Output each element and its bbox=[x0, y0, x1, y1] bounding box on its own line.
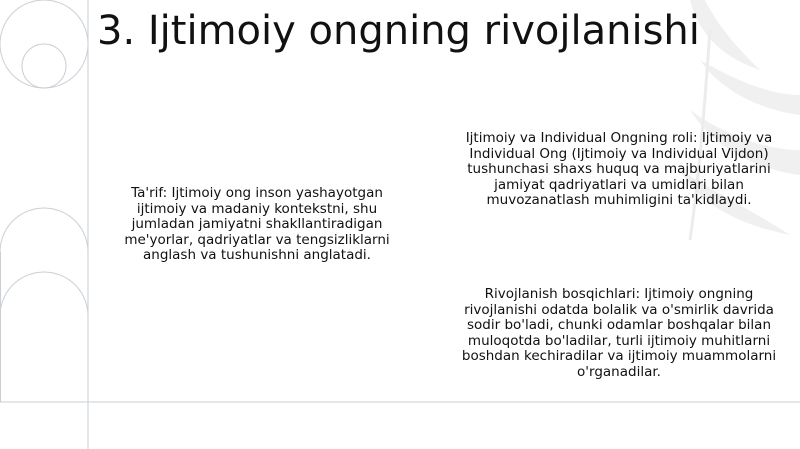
slide-title: 3. Ijtimoiy ongning rivojlanishi bbox=[97, 8, 700, 54]
top-circle-inner bbox=[22, 44, 66, 88]
definition-text: Ta'rif: Ijtimoiy ong inson yashayotgan ijtimoiy va madaniy kontekstni, shu jumladan jamiyatni shakllantiradigan me'yorlar, qadriyatlar va tengsizliklarni anglash va tushunishni anglatadi. bbox=[124, 185, 390, 264]
stages-text: Rivojlanish bosqichlari: Ijtimoiy ongning rivojlanishi odatda bolalik va o'smirlik davrida sodir bo'ladi, chunki odamlar boshqalar bilan muloqotda bo'ladilar, turli ijtimoiy muhitlarni boshdan kechiradilar va ijtimoiy muammolarni o'rganadilar. bbox=[461, 286, 777, 380]
role-text: Ijtimoiy va Individual Ongning roli: Ijtimoiy va Individual Ong (Ijtimoiy va Individual Vijdon) tushunchasi shaxs huquq va majburiyatlarini jamiyat qadriyatlari va umidlari bilan muvozanatlash muhimligini ta'kidlaydi. bbox=[465, 130, 773, 209]
arch-upper bbox=[0, 208, 88, 252]
arch-lower bbox=[0, 272, 88, 316]
